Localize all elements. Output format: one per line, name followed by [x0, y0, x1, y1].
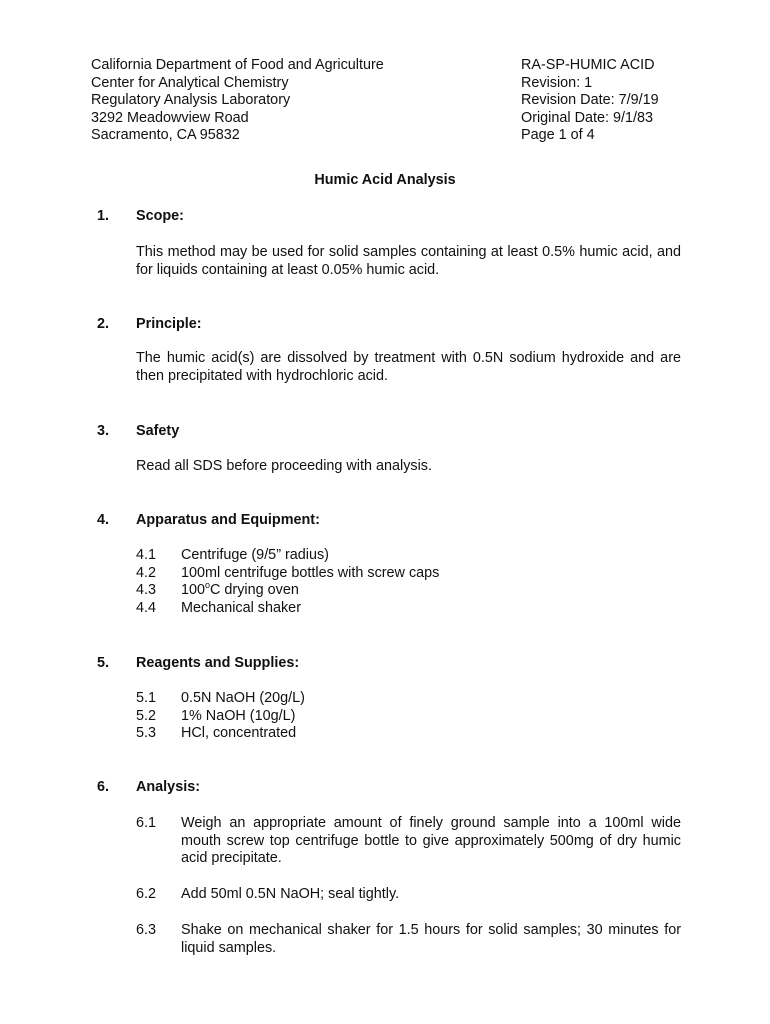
section-heading	[97, 316, 697, 334]
section-body: The humic acid(s) are dissolved by treatment with 0.5N sodium hydroxide and are then precipitated with hydrochloric acid.	[136, 350, 681, 384]
section-analysis	[97, 779, 697, 956]
item-number: 4.3	[136, 582, 157, 598]
item-text	[181, 582, 681, 600]
list-item	[136, 922, 681, 957]
item-number: 4.4	[136, 599, 157, 616]
item-text: 100ml centrifuge bottles with screw caps	[181, 564, 440, 581]
document-id: RA-SP-HUMIC ACID	[521, 57, 655, 73]
section-reagents	[97, 655, 697, 741]
item-text: HCl, concentrated	[181, 725, 297, 741]
document-title: Humic Acid Analysis	[314, 172, 456, 188]
apparatus-list	[136, 547, 681, 617]
item-text: 1% NaOH (10g/L)	[181, 707, 296, 724]
item-number: 6.2	[136, 885, 157, 902]
section-title: Principle:	[136, 316, 202, 332]
list-item	[136, 690, 681, 708]
temperature-value: 100	[181, 582, 206, 598]
section-heading	[97, 779, 697, 797]
item-number: 6.1	[136, 815, 157, 831]
item-text: Weigh an appropriate amount of finely ground sample into a 100ml wide mouth screw top centrifuge bottle to give approximately 500mg of dry humic acid precipitate.	[181, 815, 681, 866]
section-number: 5.	[97, 655, 110, 671]
item-number: 6.3	[136, 922, 157, 938]
item-text: Add 50ml 0.5N NaOH; seal tightly.	[181, 885, 400, 902]
item-number: 4.2	[136, 564, 157, 581]
revision-date: Revision Date: 7/9/19	[521, 92, 659, 108]
section-title: Apparatus and Equipment:	[136, 512, 320, 528]
organization-header	[91, 57, 384, 145]
degree-symbol: o	[205, 580, 211, 591]
item-number: 5.3	[136, 725, 157, 741]
document-info-header	[521, 57, 659, 145]
original-date: Original Date: 9/1/83	[521, 109, 653, 126]
section-body: This method may be used for solid samples containing at least 0.5% humic acid, and for liquids containing at least 0.05% humic acid.	[136, 244, 681, 278]
section-title: Scope:	[136, 208, 184, 224]
list-item	[136, 582, 681, 600]
section-heading	[97, 423, 697, 441]
section-number: 3.	[97, 423, 110, 439]
analysis-steps	[136, 815, 681, 957]
list-item	[136, 547, 681, 565]
city-state-zip: Sacramento, CA 95832	[91, 127, 240, 143]
item-text: Mechanical shaker	[181, 599, 301, 616]
reagents-list	[136, 690, 681, 743]
list-item	[136, 886, 681, 904]
laboratory-name: Regulatory Analysis Laboratory	[91, 92, 291, 108]
section-scope	[97, 208, 697, 278]
item-text-rest: C drying oven	[210, 582, 299, 598]
section-title: Safety	[136, 423, 180, 439]
item-number: 4.1	[136, 547, 157, 563]
item-number: 5.2	[136, 707, 157, 724]
section-number: 2.	[97, 316, 110, 332]
section-number: 1.	[97, 208, 110, 224]
list-item	[136, 565, 681, 583]
item-number: 5.1	[136, 690, 157, 706]
section-heading	[97, 208, 697, 226]
street-address: 3292 Meadowview Road	[91, 109, 249, 126]
department-name: California Department of Food and Agriculture	[91, 57, 384, 73]
section-heading	[97, 655, 697, 673]
section-principle	[97, 316, 697, 384]
section-apparatus	[97, 512, 697, 616]
section-number: 6.	[97, 779, 110, 795]
center-name: Center for Analytical Chemistry	[91, 74, 289, 91]
section-heading	[97, 512, 697, 530]
section-title: Analysis:	[136, 779, 200, 795]
section-number: 4.	[97, 512, 110, 528]
item-text: Centrifuge (9/5” radius)	[181, 547, 329, 563]
section-safety	[97, 423, 697, 474]
item-text: 0.5N NaOH (20g/L)	[181, 690, 305, 706]
revision-number: Revision: 1	[521, 74, 593, 91]
item-text: Shake on mechanical shaker for 1.5 hours for solid samples; 30 minutes for liquid samples.	[181, 922, 681, 956]
list-item	[136, 708, 681, 726]
list-item	[136, 725, 681, 743]
section-body: Read all SDS before proceeding with analysis.	[136, 458, 432, 474]
list-item	[136, 600, 681, 618]
section-title: Reagents and Supplies:	[136, 655, 300, 671]
list-item	[136, 815, 681, 868]
page-number: Page 1 of 4	[521, 127, 595, 143]
